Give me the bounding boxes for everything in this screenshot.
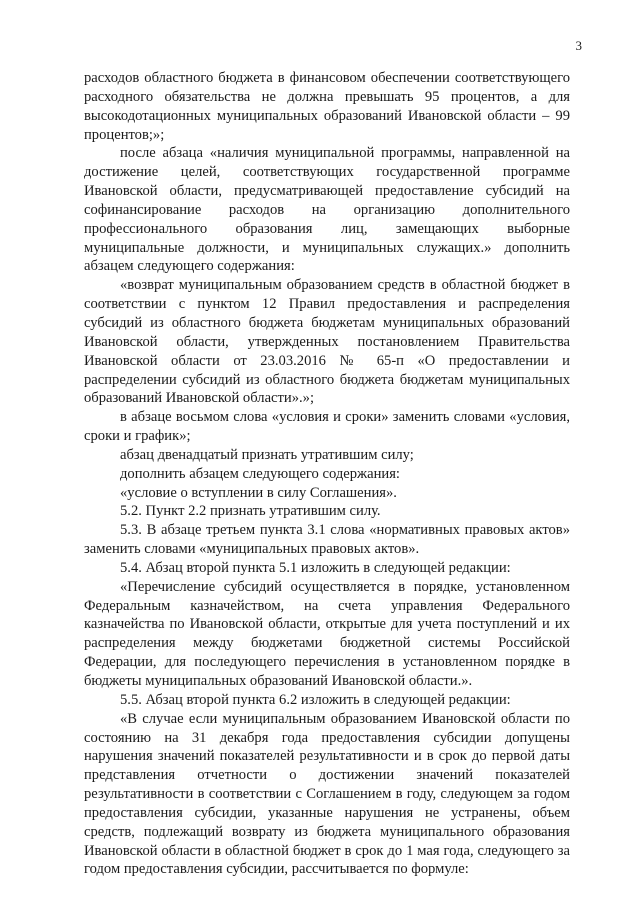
paragraph-item-5-3: 5.3. В абзаце третьем пункта 3.1 слова «нормативных правовых актов» заменить словами «муниципальных правовых актов». (84, 522, 570, 558)
paragraph-item-5-2: 5.2. Пункт 2.2 признать утратившим силу. (120, 503, 381, 520)
paragraph-item-5-5: 5.5. Абзац второй пункта 6.2 изложить в следующей редакции: (120, 691, 511, 708)
paragraph-quoted-violation: «В случае если муниципальным образованием Ивановской области по состоянию на 31 декабря года предоставления субсидии допущены нарушения значений показателей результативности и в срок до первой даты представления отчетности о достижении значений показателей результативности в соответствии с Соглашением в году, следующем за годом предоставления субсидии, указанные нарушения не устранены, объем средств, подлежащий возврату из бюджета муниципального образования Ивановской области в областной бюджет в срок до 1 мая года, следующего за годом предоставления субсидии, рассчитывается по формуле: (84, 710, 570, 878)
paragraph-amendment-add: дополнить абзацем следующего содержания: (120, 465, 400, 482)
paragraph-amendment-twelfth: абзац двенадцатый признать утратившим силу; (120, 446, 414, 463)
paragraph-amendment-eighth: в абзаце восьмом слова «условия и сроки» заменить словами «условия, сроки и график»; (84, 409, 570, 445)
paragraph-quoted-condition: «условие о вступлении в силу Соглашения». (120, 484, 397, 501)
paragraph-item-5-4: 5.4. Абзац второй пункта 5.1 изложить в следующей редакции: (120, 559, 511, 576)
page-number: 3 (575, 38, 582, 53)
paragraph-continuation: расходов областного бюджета в финансовом обеспечении соответствующего расходного обязательства не должна превышать 95 процентов, а для высокодотационных муниципальных образований Ивановской области – 99 процентов;»; (84, 70, 570, 143)
paragraph-quoted-transfer: «Перечисление субсидий осуществляется в порядке, установленном Федеральным казначейством, на счета управления Федерального казначейства по Ивановской области, открытые для учета поступлений и их распределения между бюджетами бюджетной системы Российской Федерации, для последующего перечисления в установленном порядке в бюджеты муниципальных образований Ивановской области.». (84, 578, 570, 689)
paragraph-amendment-after-paragraph: после абзаца «наличия муниципальной программы, направленной на достижение целей, соответствующих государственной программе Ивановской области, предусматривающей предоставление субсидий на софинансирование расходов на организацию дополнительного профессионального образования лиц, замещающих выборные муниципальные должности, и муниципальных служащих.» дополнить абзацем следующего содержания: (84, 145, 570, 275)
paragraph-quoted-return-clause: «возврат муниципальным образованием средств в областной бюджет в соответствии с пунктом 12 Правил предоставления и распределения субсидий из областного бюджета бюджетам муниципальных образований Ивановской области, утвержденных постановлением Правительства Ивановской области от 23.03.2016 № 65-п «О предоставлении и распределении субсидий из областного бюджета бюджетам муниципальных образований Ивановской области».»; (84, 277, 570, 407)
document-body (84, 69, 570, 879)
